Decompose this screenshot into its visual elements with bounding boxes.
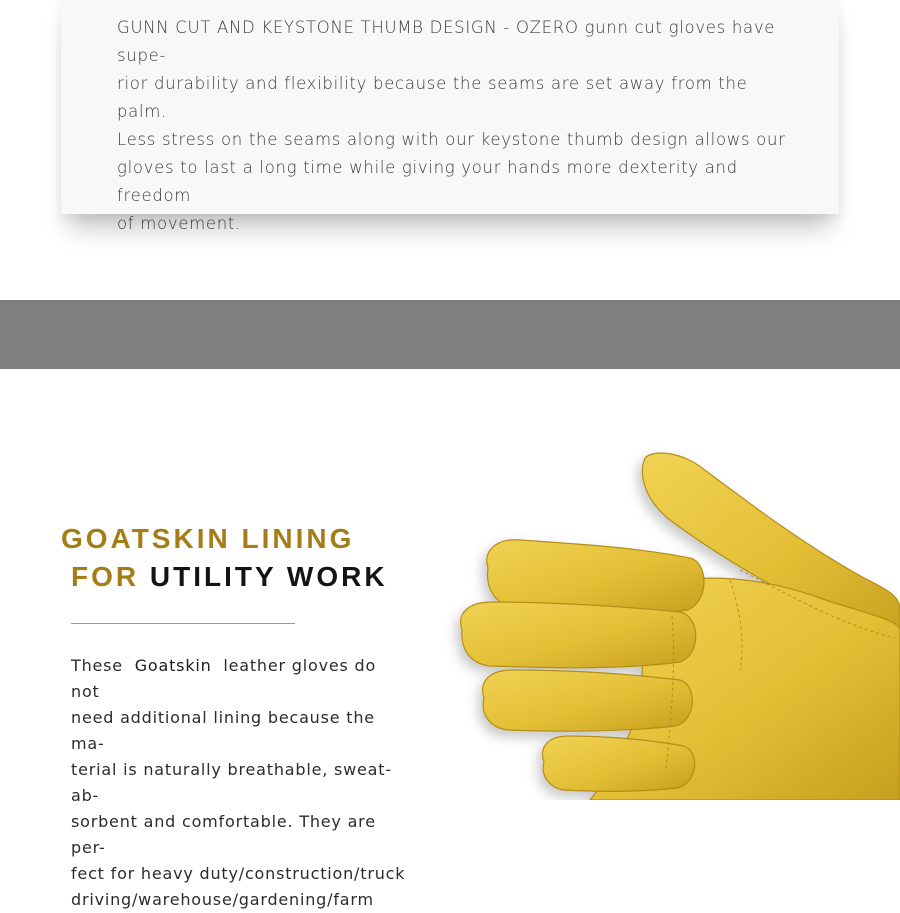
section-divider-band: [0, 300, 900, 369]
glove-image: [440, 440, 900, 800]
heading-rest: UTILITY WORK: [149, 561, 388, 592]
description-text: GUNN CUT AND KEYSTONE THUMB DESIGN - OZERO gunn cut gloves have supe- rior durability and flexibility because the seams are set away from the palm. Less stress on the seams along with our keystone thumb design allows our gloves to last a long time while giving your hands more dexterity and freedom of movement.: [117, 18, 786, 233]
heading-line-2: [61, 558, 388, 596]
feature-description: These Goatskin leather gloves do not need additional lining because the ma- terial is naturally breathable, sweat-ab- sorbent and comfortable. They are per- fect for heavy duty/construction/truck driving/warehouse/gardening/farm: [71, 656, 406, 909]
highlight-word: Goatskin: [134, 656, 212, 675]
heading-line-1: GOATSKIN LINING: [61, 523, 355, 554]
section-heading: [61, 520, 388, 596]
heading-underline-rule: [71, 623, 295, 624]
heading-accent-word: FOR: [71, 561, 140, 592]
description-card: [61, 0, 839, 233]
